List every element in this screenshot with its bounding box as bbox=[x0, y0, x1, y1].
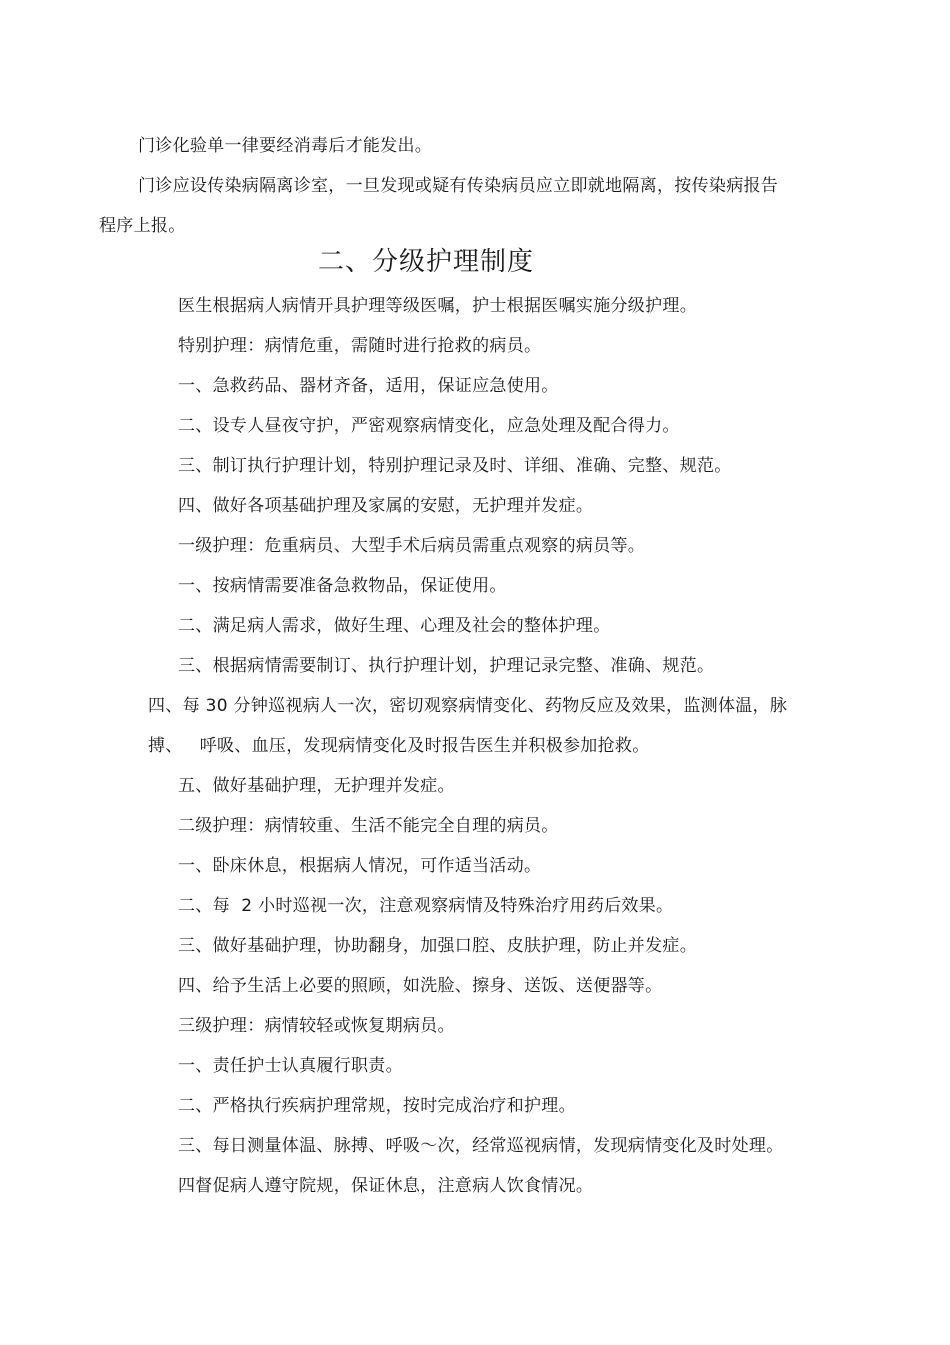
intro-paragraph-2: 门诊应设传染病隔离诊室，一旦发现或疑有传染病员应立即就地隔离，按传染病报告 bbox=[138, 176, 779, 196]
special-care-item-2: 二、设专人昼夜守护，严密观察病情变化，应急处理及配合得力。 bbox=[178, 416, 680, 436]
paragraph-overview: 医生根据病人病情开具护理等级医嘱，护士根据医嘱实施分级护理。 bbox=[178, 296, 697, 316]
level1-care-item-2: 二、满足病人需求，做好生理、心理及社会的整体护理。 bbox=[178, 616, 611, 636]
level2-care-item-2: 二、每 2 小时巡视一次，注意观察病情及特殊治疗用药后效果。 bbox=[178, 896, 674, 916]
intro-paragraph-2-continued: 程序上报。 bbox=[99, 216, 186, 236]
level3-care-item-2: 二、严格执行疾病护理常规，按时完成治疗和护理。 bbox=[178, 1096, 576, 1116]
special-care-item-3: 三、制订执行护理计划，特别护理记录及时、详细、准确、完整、规范。 bbox=[178, 456, 732, 476]
level1-care-item-3: 三、根据病情需要制订、执行护理计划，护理记录完整、准确、规范。 bbox=[178, 656, 715, 676]
level1-care-heading: 一级护理：危重病员、大型手术后病员需重点观察的病员等。 bbox=[178, 536, 646, 556]
special-care-heading: 特别护理：病情危重，需随时进行抢救的病员。 bbox=[178, 336, 542, 356]
level2-care-item-4: 四、给予生活上必要的照顾，如洗脸、擦身、送饭、送便器等。 bbox=[178, 976, 663, 996]
section-title: 二、分级护理制度 bbox=[318, 247, 535, 277]
level2-care-item-3: 三、做好基础护理，协助翻身，加强口腔、皮肤护理，防止并发症。 bbox=[178, 936, 697, 956]
level2-care-item-1: 一、卧床休息，根据病人情况，可作适当活动。 bbox=[178, 856, 542, 876]
level3-care-item-1: 一、责任护士认真履行职责。 bbox=[178, 1056, 403, 1076]
special-care-item-4: 四、做好各项基础护理及家属的安慰，无护理并发症。 bbox=[178, 496, 594, 516]
level3-care-item-4: 四督促病人遵守院规，保证休息，注意病人饮食情况。 bbox=[178, 1176, 594, 1196]
level3-care-heading: 三级护理：病情较轻或恢复期病员。 bbox=[178, 1016, 455, 1036]
level1-care-item-4-continued: 搏、 呼吸、血压，发现病情变化及时报告医生并积极参加抢救。 bbox=[148, 736, 650, 756]
level1-care-item-1: 一、按病情需要准备急救物品，保证使用。 bbox=[178, 576, 507, 596]
level1-care-item-4: 四、每 30 分钟巡视病人一次，密切观察病情变化、药物反应及效果，监测体温，脉 bbox=[148, 696, 788, 716]
level2-care-heading: 二级护理：病情较重、生活不能完全自理的病员。 bbox=[178, 816, 559, 836]
level3-care-item-3: 三、每日测量体温、脉搏、呼吸～次，经常巡视病情，发现病情变化及时处理。 bbox=[178, 1136, 784, 1156]
special-care-item-1: 一、急救药品、器材齐备，适用，保证应急使用。 bbox=[178, 376, 559, 396]
level1-care-item-5: 五、做好基础护理，无护理并发症。 bbox=[178, 776, 455, 796]
intro-paragraph-1: 门诊化验单一律要经消毒后才能发出。 bbox=[138, 136, 433, 156]
